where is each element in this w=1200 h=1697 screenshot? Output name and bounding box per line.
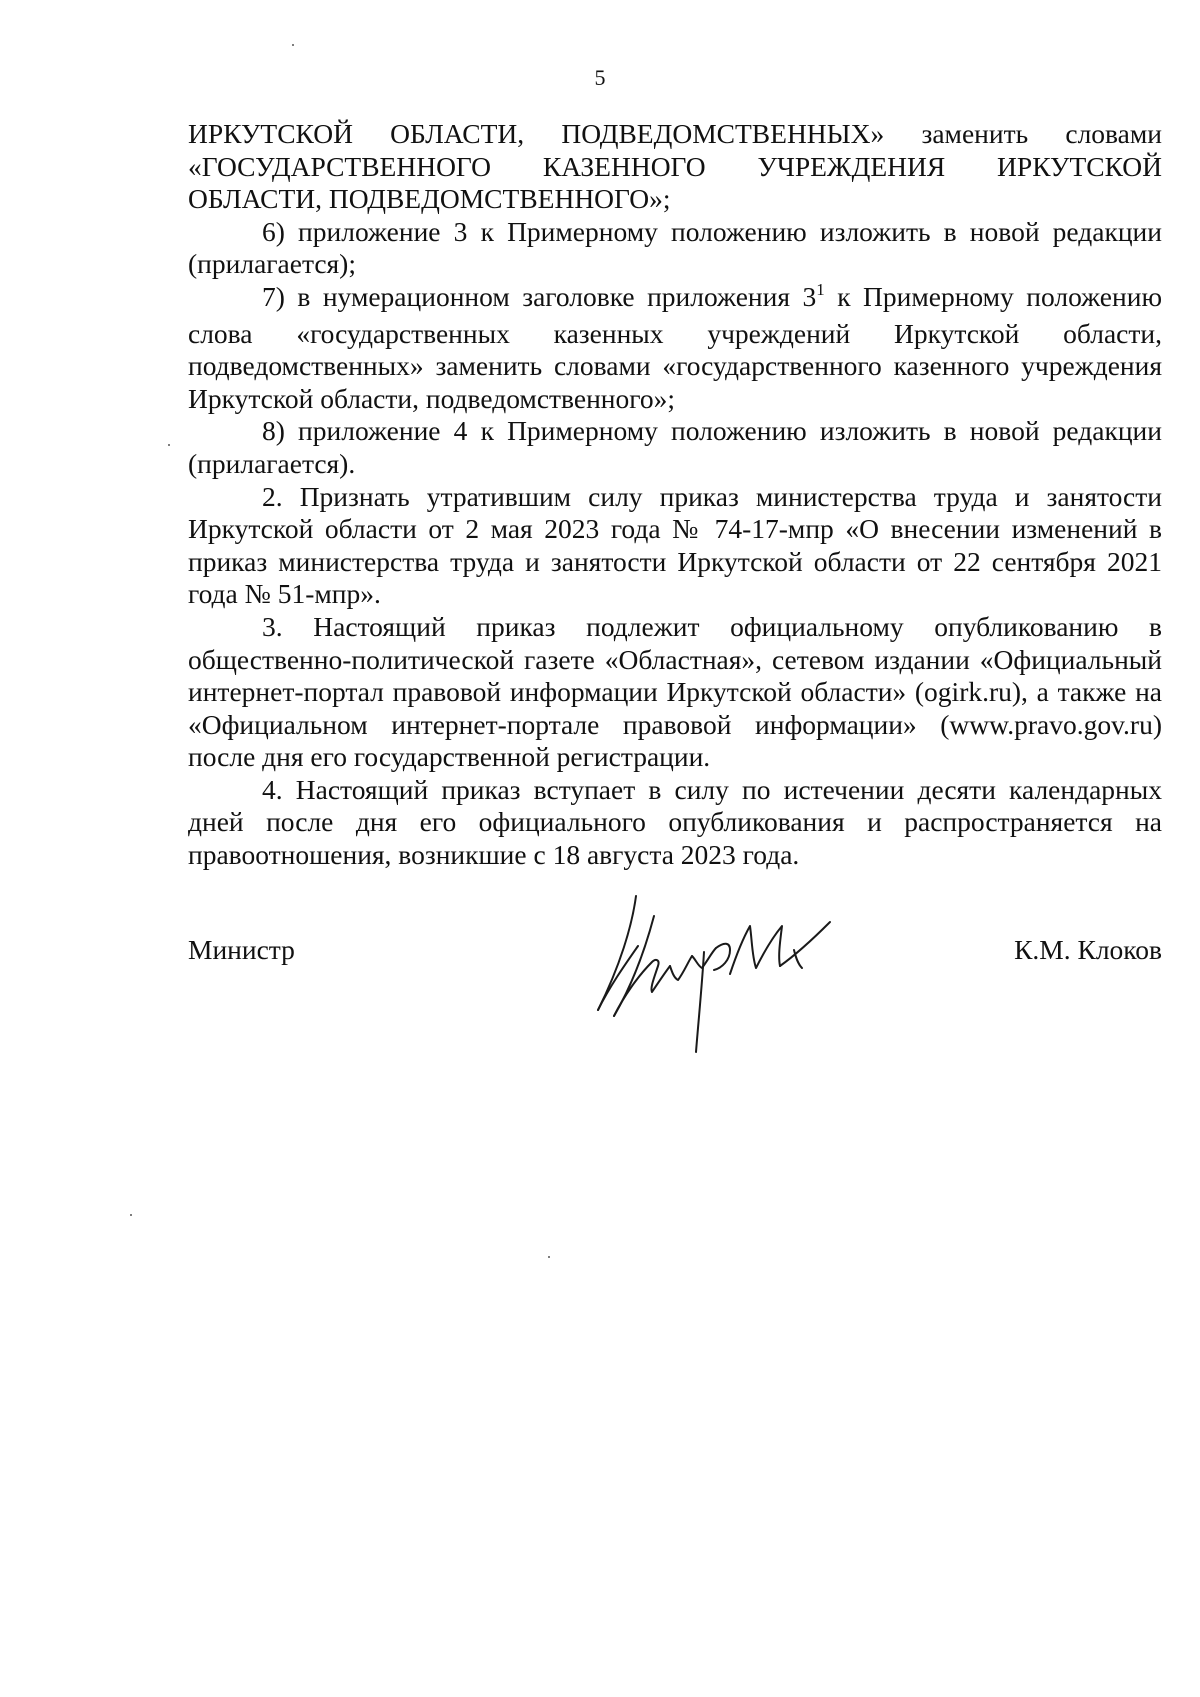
handwritten-signature bbox=[580, 886, 850, 1056]
paragraph-clause-2: 2. Признать утратившим силу приказ министерства труда и занятости Иркутской области от 2 мая 2023 года № 74-17-мпр «О внесении изменений в приказ министерства труда и занятости Иркутской области от 22 сентября 2021 года № 51-мпр». bbox=[188, 480, 1162, 610]
paragraph-item-8: 8) приложение 4 к Примерному положению изложить в новой редакции (прилагается). bbox=[188, 415, 1162, 479]
superscript-index: 1 bbox=[816, 279, 825, 299]
paragraph-clause-4: 4. Настоящий приказ вступает в силу по истечении десяти календарных дней после дня его официального опубликования и распространяется на правоотношения, возникшие с 18 августа 2023 года. bbox=[188, 773, 1162, 871]
paragraph-continuation: ИРКУТСКОЙ ОБЛАСТИ, ПОДВЕДОМСТВЕННЫХ» заменить словами «ГОСУДАРСТВЕННОГО КАЗЕННОГО УЧРЕЖДЕНИЯ ИРКУТСКОЙ ОБЛАСТИ, ПОДВЕДОМСТВЕННОГО»; bbox=[188, 118, 1162, 215]
paragraph-item-7-start: 7) в нумерационном заголовке приложения 3 bbox=[262, 280, 817, 312]
scan-speck bbox=[292, 44, 294, 46]
paragraph-clause-3: 3. Настоящий приказ подлежит официальному опубликованию в общественно-политической газете «Областная», сетевом издании «Официальный интернет-портал правовой информации Иркутской области» (ogirk.ru), а также на «Официальном интернет-портале правовой информации» (www.pravo.gov.ru) после дня его государственной регистрации. bbox=[188, 610, 1162, 773]
paragraph-item-7 bbox=[188, 281, 1162, 415]
signatory-name: К.М. Клоков bbox=[1014, 934, 1162, 965]
paragraph-item-6: 6) приложение 3 к Примерному положению изложить в новой редакции (прилагается); bbox=[188, 215, 1162, 280]
page-number: 5 bbox=[594, 65, 606, 90]
scan-speck bbox=[548, 1256, 550, 1258]
scan-speck bbox=[130, 1214, 132, 1216]
signatory-title: Министр bbox=[188, 934, 295, 965]
paragraph-item-7-end: к Примерному положению слова «государственных казенных учреждений Иркутской области, подведомственных» заменить словами «государственного казенного учреждения Иркутской области, подведомственного»; bbox=[188, 280, 1162, 414]
scan-speck bbox=[168, 444, 170, 446]
document-body bbox=[188, 118, 1162, 872]
